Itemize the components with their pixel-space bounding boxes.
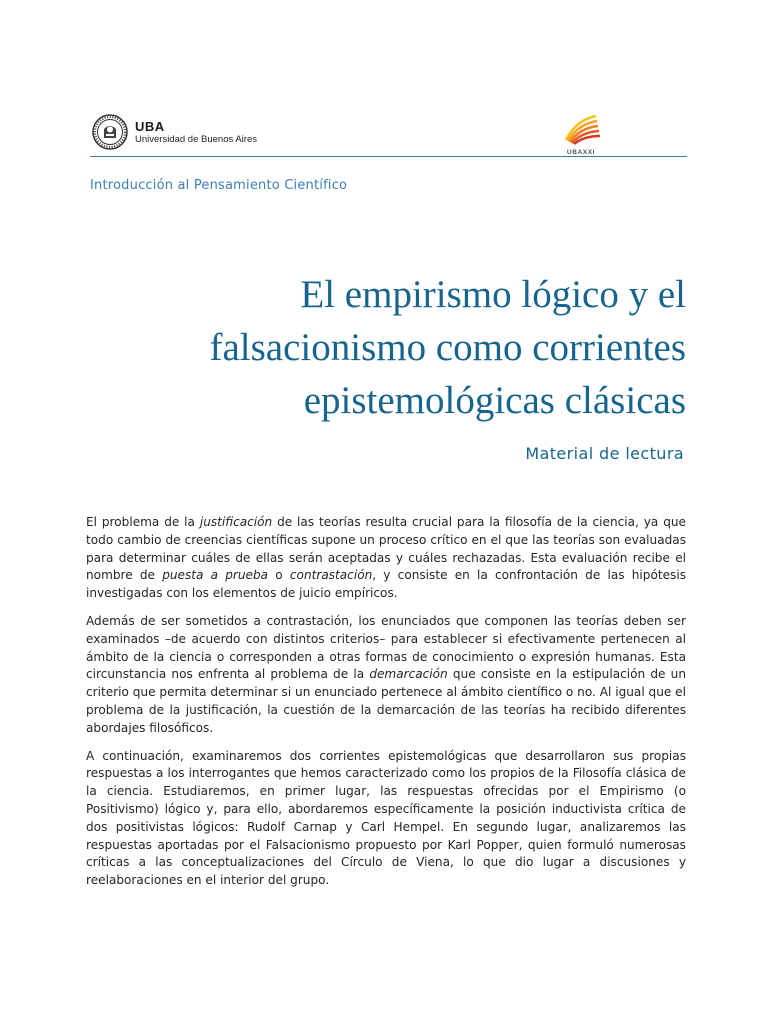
- paragraph-2-text-c: que consiste en la estipulación de un criterio que permita determinar si un enunciado pertenece al ámbito científico o no. Al igual que el problema de la justificación, la cuestión de la demarcación de las teorías ha recibido diferentes abordajes filosóficos.: [86, 667, 686, 735]
- uba-subtitle: Universidad de Buenos Aires: [135, 134, 257, 145]
- term-puesta-a-prueba: puesta a prueba: [162, 568, 269, 583]
- uba-seal-icon: [92, 114, 128, 150]
- paragraph-1-text-a: El problema de la: [86, 515, 200, 529]
- title-line-2: falsacionismo como corrientes: [209, 326, 686, 369]
- ubaxxi-logo-icon: [560, 112, 602, 156]
- paragraph-2-text-a: Además de ser sometidos a contrastación, los enunciados que componen las teorías deben ser examinados –de acuerdo con distintos criterios– para establecer si efectivamente pertenecen al ámbito de la ciencia o corresponden a otras formas de conocimiento o expresión humanas. Esta circunstancia nos enfrenta al problema de la: [86, 613, 686, 682]
- document-subtitle: Material de lectura: [525, 444, 684, 463]
- paragraph-3: A continuación, examinaremos dos corrientes epistemológicas que desarrollaron sus propias respuestas a los interrogantes que hemos caracterizado como los propios de la Filosofía clásica de la ciencia. Estudiaremos, en primer lugar, las respuestas ofrecidas por el Empirismo (o Positivismo) lógico y, para ello, abordaremos específicamente la posición inductivista crítica de dos positivistas lógicos: Rudolf Carnap y Carl Hempel. En segundo lugar, analizaremos las respuestas aportadas por el Falsacionismo propuesto por Karl Popper, quien formuló numerosas críticas a las conceptualizaciones del Círculo de Viena, lo que dio lugar a discusiones y reelaboraciones en el interior del grupo.: [86, 748, 686, 888]
- title-line-1: El empirismo lógico y el: [300, 273, 686, 316]
- course-name: Introducción al Pensamiento Científico: [90, 178, 348, 193]
- svg-text:UBAXXI: UBAXXI: [566, 149, 596, 156]
- title-line-3: epistemológicas clásicas: [303, 379, 686, 422]
- document-body: [86, 514, 686, 900]
- paragraph-1-text-c: de las teorías resulta crucial para la filosofía de la ciencia, ya que todo cambio de creencias científicas supone un proceso crítico en el que las teorías son evaluadas para determinar cuáles de ellas serán aceptadas y cuáles rechazadas. Esta evaluación recibe el nombre de: [86, 515, 686, 583]
- paragraph-1-text-e: o: [268, 568, 290, 583]
- document-header: [90, 108, 688, 156]
- uba-wordmark: [135, 120, 257, 146]
- uba-name: UBA: [135, 119, 165, 134]
- term-demarcacion: demarcación: [369, 667, 448, 682]
- document-title: [86, 268, 686, 427]
- header-divider: [90, 156, 687, 157]
- term-contrastacion: contrastación: [289, 568, 373, 583]
- paragraph-1: [86, 514, 686, 603]
- paragraph-1-text-g: , y consiste en la confrontación de las hipótesis investigadas con los elementos de juicio empíricos.: [86, 568, 686, 601]
- paragraph-2: [86, 613, 686, 738]
- term-justificacion: justificación: [199, 515, 273, 529]
